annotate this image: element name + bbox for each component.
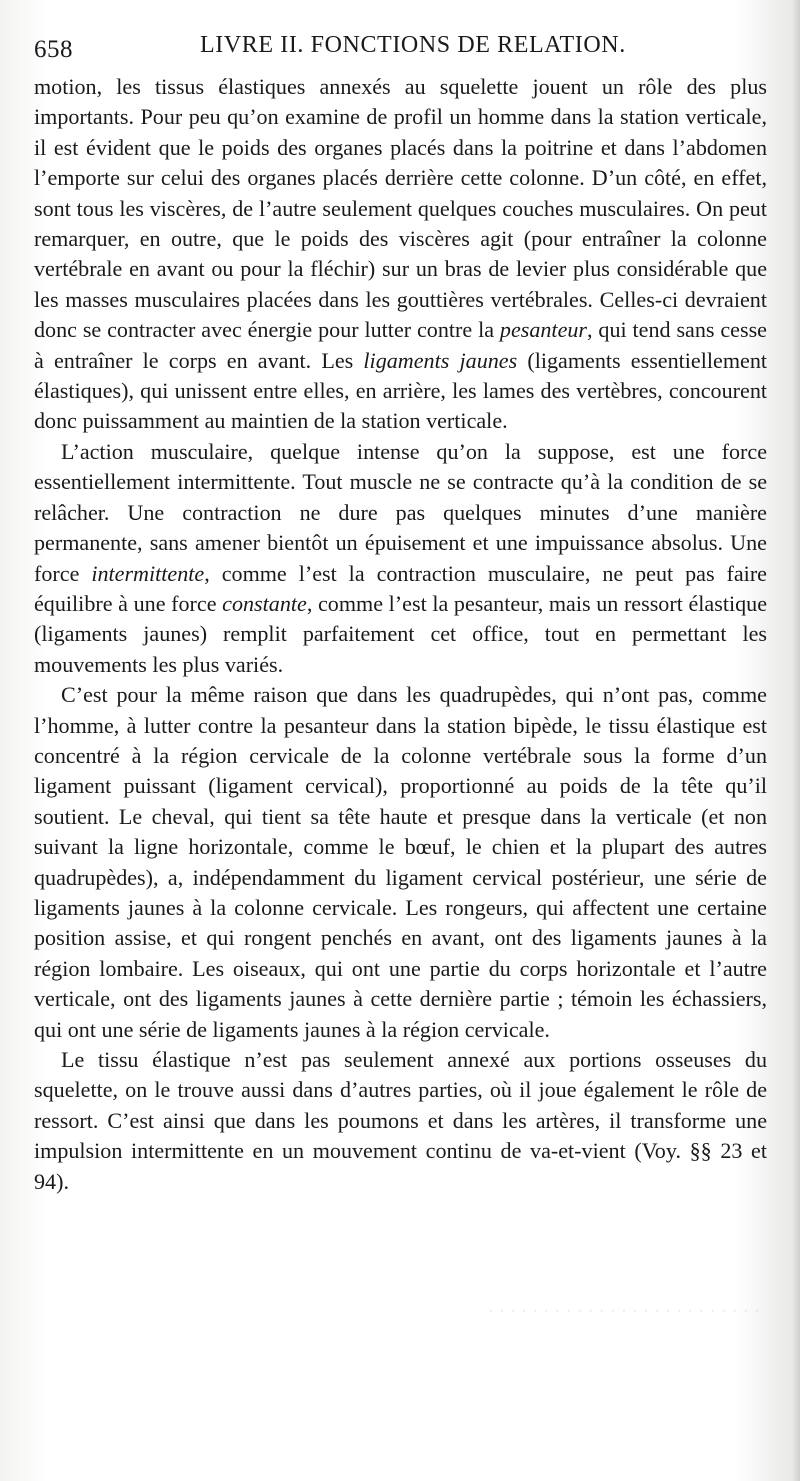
- italic-term: ligaments jaunes: [363, 347, 518, 373]
- text-run: , qui tend sans cesse à entraîner le corps en avant. Les: [34, 317, 767, 373]
- text-run: , comme l’est la contraction musculaire, ne peut pas faire équilibre à une force: [34, 560, 767, 616]
- page-header: [34, 30, 760, 63]
- text-run: L’action musculaire, quelque intense qu’on la suppose, est une force essentiellement intermittente. Tout muscle ne se contracte qu’à la condition de se relâcher. Une contraction ne dure pas quelques minutes d’une manière permanente, sans amener bientôt un épuisement et une impuissance absolus. Une force: [34, 438, 767, 586]
- text-run: C’est pour la même raison que dans les quadrupèdes, qui n’ont pas, comme l’homme, à lutter contre la pesanteur dans la station bipède, le tissu élastique est concentré à la région cervicale de la colonne vertébrale sous la forme d’un ligament puissant (ligament cervical), proportionné au poids de la tête qu’il soutient. Le cheval, qui tient sa tête haute et presque dans la verticale (et non suivant la ligne horizontale, comme le bœuf, le chien et la plupart des autres quadrupèdes), a, indépendamment du ligament cervical postérieur, une série de ligaments jaunes à la colonne cervicale. Les rongeurs, qui affectent une certaine position assise, et qui rongent penchés en avant, ont des ligaments jaunes à la région lombaire. Les oiseaux, qui ont une partie du corps horizontale et l’autre verticale, ont des ligaments jaunes à cette dernière partie ; témoin les échassiers, qui ont une série de ligaments jaunes à la région cervicale.: [34, 682, 767, 1042]
- page-number: 658: [34, 36, 73, 63]
- paragraph: [34, 680, 767, 1045]
- text-run: , comme l’est la pesanteur, mais un ressort élastique (ligaments jaunes) remplit parfaitement cet office, tout en permettant les mouvements les plus variés.: [34, 590, 768, 677]
- paragraph: [34, 72, 767, 437]
- text-run: Le tissu élastique n’est pas seulement annexé aux portions osseuses du squelette, on le trouve aussi dans d’autres parties, où il joue également le rôle de ressort. C’est ainsi que dans les poumons et dans les artères, il transforme une impulsion intermittente en un mouvement continu de va-et-vient (Voy. §§ 23 et 94).: [34, 1047, 767, 1194]
- italic-term: intermittente: [91, 560, 205, 586]
- italic-term: pesanteur: [499, 317, 588, 343]
- paragraph: [34, 437, 767, 680]
- italic-term: constante: [222, 590, 307, 616]
- paragraph: [34, 1045, 767, 1197]
- body-text: [34, 72, 767, 1197]
- text-run: (ligaments essentiellement élastiques), qui unissent entre elles, en arrière, les lames des vertèbres, concourent donc puissamment au maintien de la station verticale.: [34, 347, 768, 434]
- running-head: LIVRE II. FONCTIONS DE RELATION.: [200, 32, 626, 58]
- show-through-bleed: · · · · · · · · · · · · · · · · · · · · · · · · ·: [487, 1301, 760, 1322]
- text-run: motion, les tissus élastiques annexés au squelette jouent un rôle des plus importants. Pour peu qu’on examine de profil un homme dans la station verticale, il est évident que le poids des organes placés dans la poitrine et dans l’abdomen l’emporte sur celui des organes placés derrière cette colonne. D’un côté, en effet, sont tous les viscères, de l’autre seulement quelques couches musculaires. On peut remarquer, en outre, que le poids des viscères agit (pour entraîner la colonne vertébrale en avant ou pour la fléchir) sur un bras de levier plus considérable que les masses musculaires placées dans les gouttières vertébrales. Celles-ci devraient donc se contracter avec énergie pour lutter contre la: [34, 74, 767, 343]
